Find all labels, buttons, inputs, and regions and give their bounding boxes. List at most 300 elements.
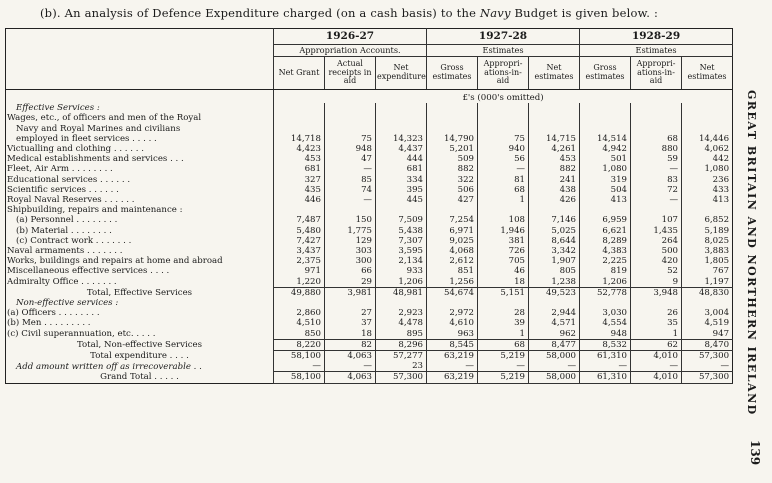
label-header bbox=[6, 29, 274, 90]
value-cell: 8,220 bbox=[274, 339, 325, 350]
value-cell: 1,946 bbox=[478, 226, 529, 236]
value-cell: 4,610 bbox=[427, 318, 478, 328]
value-cell: 4,571 bbox=[529, 318, 580, 328]
value-cell: 2,860 bbox=[274, 308, 325, 318]
row-label: (a) Personnel . . . . . . . . bbox=[16, 215, 118, 226]
table-body bbox=[6, 90, 733, 384]
value-cell: 66 bbox=[325, 266, 376, 276]
value-cell: 1,238 bbox=[529, 277, 580, 288]
value-cell: 4,063 bbox=[325, 351, 376, 362]
value-cell: 1,256 bbox=[427, 277, 478, 288]
value-cell: 446 bbox=[274, 195, 325, 205]
total-row bbox=[6, 339, 733, 350]
value-cell: — bbox=[325, 195, 376, 205]
value-cell bbox=[478, 124, 529, 134]
value-cell bbox=[325, 103, 376, 113]
value-cell: 5,151 bbox=[478, 287, 529, 298]
value-cell: 1,080 bbox=[580, 164, 631, 174]
value-cell: 14,715 bbox=[529, 134, 580, 144]
caption-text-before: An analysis of Defence Expenditure charged (on a cash basis) to the bbox=[64, 6, 477, 20]
value-cell: 882 bbox=[529, 164, 580, 174]
table-row bbox=[6, 103, 733, 113]
value-cell: 8,289 bbox=[580, 236, 631, 246]
table-row bbox=[6, 144, 733, 154]
value-cell bbox=[376, 124, 427, 134]
value-cell: 2,134 bbox=[376, 256, 427, 266]
table-row bbox=[6, 215, 733, 225]
value-cell bbox=[427, 298, 478, 308]
value-cell: 413 bbox=[580, 195, 631, 205]
value-cell: 445 bbox=[376, 195, 427, 205]
row-label: Total, Effective Services bbox=[86, 287, 193, 298]
row-label: Navy and Royal Marines and civilians bbox=[16, 123, 181, 134]
value-cell: 63,219 bbox=[427, 372, 478, 383]
value-cell: 1 bbox=[631, 329, 682, 340]
value-cell: 49,880 bbox=[274, 287, 325, 298]
value-cell: — bbox=[427, 361, 478, 372]
value-cell: 52,778 bbox=[580, 287, 631, 298]
table-row bbox=[6, 298, 733, 308]
value-cell: 14,718 bbox=[274, 134, 325, 144]
row-label: (b) Men . . . . . . . . . bbox=[7, 318, 91, 329]
value-cell: 6,852 bbox=[682, 215, 733, 225]
value-cell bbox=[376, 113, 427, 123]
value-cell bbox=[682, 103, 733, 113]
value-cell: 2,612 bbox=[427, 256, 478, 266]
value-cell: 6,621 bbox=[580, 226, 631, 236]
value-cell: 3,004 bbox=[682, 308, 733, 318]
column-header: Net estimates bbox=[682, 57, 733, 90]
value-cell bbox=[274, 124, 325, 134]
value-cell: 3,437 bbox=[274, 246, 325, 256]
value-cell: 4,010 bbox=[631, 372, 682, 383]
value-cell: 236 bbox=[682, 175, 733, 185]
value-cell: — bbox=[529, 361, 580, 372]
value-cell: 108 bbox=[478, 215, 529, 225]
value-cell: 420 bbox=[631, 256, 682, 266]
value-cell: 948 bbox=[325, 144, 376, 154]
table-row bbox=[6, 256, 733, 266]
value-cell: — bbox=[631, 164, 682, 174]
value-cell: — bbox=[274, 361, 325, 372]
row-label: Fleet, Air Arm . . . . . . . . bbox=[7, 164, 113, 175]
value-cell: 319 bbox=[580, 175, 631, 185]
value-cell: 962 bbox=[529, 329, 580, 340]
value-cell: — bbox=[478, 164, 529, 174]
value-cell: 6,959 bbox=[580, 215, 631, 225]
value-cell: — bbox=[631, 195, 682, 205]
value-cell: 61,310 bbox=[580, 372, 631, 383]
row-label: Miscellaneous effective services . . . . bbox=[7, 266, 170, 277]
value-cell: 8,477 bbox=[529, 339, 580, 350]
value-cell: 948 bbox=[580, 329, 631, 340]
value-cell bbox=[478, 298, 529, 308]
value-cell: 8,025 bbox=[682, 236, 733, 246]
value-cell: 681 bbox=[376, 164, 427, 174]
value-cell: 7,427 bbox=[274, 236, 325, 246]
value-cell bbox=[325, 205, 376, 215]
value-cell bbox=[427, 205, 478, 215]
row-label: Shipbuilding, repairs and maintenance : bbox=[7, 205, 183, 216]
value-cell: 3,030 bbox=[580, 308, 631, 318]
value-cell: 46 bbox=[478, 266, 529, 276]
value-cell: 1,435 bbox=[631, 226, 682, 236]
value-cell: 805 bbox=[529, 266, 580, 276]
value-cell bbox=[631, 298, 682, 308]
value-cell: 7,254 bbox=[427, 215, 478, 225]
value-cell: 129 bbox=[325, 236, 376, 246]
value-cell: 7,509 bbox=[376, 215, 427, 225]
row-label: Royal Naval Reserves . . . . . . bbox=[7, 195, 135, 206]
value-cell bbox=[376, 298, 427, 308]
value-cell: 39 bbox=[478, 318, 529, 328]
value-cell: 1 bbox=[478, 329, 529, 340]
value-cell: 435 bbox=[274, 185, 325, 195]
value-cell: 442 bbox=[682, 154, 733, 164]
value-cell: 819 bbox=[580, 266, 631, 276]
value-cell: 8,644 bbox=[529, 236, 580, 246]
value-cell: 1,080 bbox=[682, 164, 733, 174]
value-cell bbox=[529, 205, 580, 215]
column-header: Net expenditure bbox=[376, 57, 427, 90]
table-row bbox=[6, 308, 733, 318]
value-cell: 4,068 bbox=[427, 246, 478, 256]
value-cell: 4,519 bbox=[682, 318, 733, 328]
table-row bbox=[6, 154, 733, 164]
year-subheader: Estimates bbox=[580, 45, 733, 57]
value-cell: 85 bbox=[325, 175, 376, 185]
value-cell bbox=[631, 103, 682, 113]
value-cell: 52 bbox=[631, 266, 682, 276]
value-cell: 107 bbox=[631, 215, 682, 225]
value-cell: 1,197 bbox=[682, 277, 733, 288]
value-cell: — bbox=[631, 361, 682, 372]
column-header: Actual receipts in aid bbox=[325, 57, 376, 90]
table-row bbox=[6, 329, 733, 340]
value-cell: 947 bbox=[682, 329, 733, 340]
value-cell bbox=[274, 205, 325, 215]
value-cell bbox=[580, 113, 631, 123]
row-label: Scientific services . . . . . . bbox=[7, 184, 119, 195]
value-cell: 506 bbox=[427, 185, 478, 195]
row-label: Total expenditure . . . . bbox=[90, 351, 189, 362]
value-cell: 2,972 bbox=[427, 308, 478, 318]
value-cell: — bbox=[325, 361, 376, 372]
value-cell: 4,437 bbox=[376, 144, 427, 154]
value-cell bbox=[529, 298, 580, 308]
value-cell: 29 bbox=[325, 277, 376, 288]
value-cell: 895 bbox=[376, 329, 427, 340]
value-cell: 9,025 bbox=[427, 236, 478, 246]
row-label: Naval armaments . . . . . . . bbox=[7, 246, 123, 257]
value-cell bbox=[325, 298, 376, 308]
side-title: GREAT BRITAIN AND NORTHERN IRELAND bbox=[745, 90, 758, 416]
value-cell: 4,261 bbox=[529, 144, 580, 154]
value-cell: 444 bbox=[376, 154, 427, 164]
table-row bbox=[6, 266, 733, 276]
value-cell bbox=[580, 103, 631, 113]
value-cell: 241 bbox=[529, 175, 580, 185]
caption-marker: (b). bbox=[40, 6, 61, 20]
row-label: Admiralty Office . . . . . . . bbox=[7, 277, 117, 288]
units-label-cell bbox=[6, 90, 274, 104]
value-cell bbox=[427, 124, 478, 134]
value-cell: 5,025 bbox=[529, 226, 580, 236]
value-cell: 28 bbox=[478, 308, 529, 318]
value-cell: 8,470 bbox=[682, 339, 733, 350]
value-cell: 26 bbox=[631, 308, 682, 318]
value-cell: 58,000 bbox=[529, 351, 580, 362]
value-cell: 433 bbox=[682, 185, 733, 195]
table-row bbox=[6, 318, 733, 328]
value-cell: — bbox=[682, 361, 733, 372]
value-cell: 68 bbox=[478, 185, 529, 195]
value-cell bbox=[376, 205, 427, 215]
caption-text-after: Budget is given below. : bbox=[514, 6, 659, 20]
value-cell: 68 bbox=[631, 134, 682, 144]
value-cell: 7,487 bbox=[274, 215, 325, 225]
value-cell: 7,146 bbox=[529, 215, 580, 225]
value-cell: 14,514 bbox=[580, 134, 631, 144]
column-header: Appropri-ations-in-aid bbox=[478, 57, 529, 90]
expenditure-table bbox=[5, 28, 733, 384]
value-cell: 3,595 bbox=[376, 246, 427, 256]
value-cell: 74 bbox=[325, 185, 376, 195]
value-cell: 27 bbox=[325, 308, 376, 318]
year-header: 1927-28 bbox=[427, 29, 580, 45]
value-cell: 1,206 bbox=[580, 277, 631, 288]
value-cell: 58,100 bbox=[274, 351, 325, 362]
value-cell bbox=[427, 103, 478, 113]
value-cell: 504 bbox=[580, 185, 631, 195]
value-cell: 150 bbox=[325, 215, 376, 225]
page-number: 139 bbox=[748, 440, 762, 466]
caption-navy: Navy bbox=[479, 6, 511, 20]
value-cell: 3,981 bbox=[325, 287, 376, 298]
value-cell: 2,375 bbox=[274, 256, 325, 266]
value-cell: 57,300 bbox=[376, 372, 427, 383]
value-cell bbox=[529, 113, 580, 123]
value-cell bbox=[427, 113, 478, 123]
table-row bbox=[6, 236, 733, 246]
value-cell: 2,225 bbox=[580, 256, 631, 266]
table-row bbox=[6, 361, 733, 372]
value-cell: 303 bbox=[325, 246, 376, 256]
value-cell: 427 bbox=[427, 195, 478, 205]
value-cell bbox=[631, 124, 682, 134]
value-cell: 8,296 bbox=[376, 339, 427, 350]
value-cell: 726 bbox=[478, 246, 529, 256]
value-cell: 4,423 bbox=[274, 144, 325, 154]
value-cell: 334 bbox=[376, 175, 427, 185]
table-row bbox=[6, 134, 733, 144]
value-cell: 963 bbox=[427, 329, 478, 340]
value-cell: — bbox=[478, 361, 529, 372]
value-cell: 850 bbox=[274, 329, 325, 340]
units-note: £'s (000's omitted) bbox=[274, 90, 733, 104]
table-row bbox=[6, 277, 733, 288]
value-cell: 413 bbox=[682, 195, 733, 205]
value-cell: 705 bbox=[478, 256, 529, 266]
row-label: Total, Non-effective Services bbox=[76, 340, 203, 351]
column-header: Appropri-ations-in-aid bbox=[631, 57, 682, 90]
value-cell: 4,554 bbox=[580, 318, 631, 328]
column-header: Net Grant bbox=[274, 57, 325, 90]
value-cell: 438 bbox=[529, 185, 580, 195]
value-cell: 767 bbox=[682, 266, 733, 276]
value-cell bbox=[274, 298, 325, 308]
row-label: Medical establishments and services . . . bbox=[7, 154, 184, 165]
value-cell: 8,532 bbox=[580, 339, 631, 350]
value-cell: 58,100 bbox=[274, 372, 325, 383]
value-cell: 381 bbox=[478, 236, 529, 246]
value-cell: 58,000 bbox=[529, 372, 580, 383]
table-row bbox=[6, 195, 733, 205]
value-cell: 971 bbox=[274, 266, 325, 276]
value-cell: 37 bbox=[325, 318, 376, 328]
value-cell: 14,323 bbox=[376, 134, 427, 144]
value-cell: 72 bbox=[631, 185, 682, 195]
year-header: 1926-27 bbox=[274, 29, 427, 45]
row-label: Wages, etc., of officers and men of the Royal bbox=[7, 113, 202, 124]
table-row bbox=[6, 246, 733, 256]
value-cell: 4,062 bbox=[682, 144, 733, 154]
value-cell: 500 bbox=[631, 246, 682, 256]
value-cell: 1 bbox=[478, 195, 529, 205]
value-cell bbox=[631, 113, 682, 123]
value-cell: 57,300 bbox=[682, 351, 733, 362]
value-cell: 940 bbox=[478, 144, 529, 154]
value-cell: 82 bbox=[325, 339, 376, 350]
value-cell: 57,277 bbox=[376, 351, 427, 362]
value-cell: 882 bbox=[427, 164, 478, 174]
value-cell: 4,063 bbox=[325, 372, 376, 383]
value-cell: 57,300 bbox=[682, 372, 733, 383]
value-cell bbox=[682, 113, 733, 123]
value-cell: 3,883 bbox=[682, 246, 733, 256]
column-header: Gross estimates bbox=[580, 57, 631, 90]
row-label: Works, buildings and repairs at home and abroad bbox=[7, 256, 223, 267]
row-label: (b) Material . . . . . . . . bbox=[16, 225, 112, 236]
value-cell: 4,383 bbox=[580, 246, 631, 256]
value-cell: 322 bbox=[427, 175, 478, 185]
value-cell: 3,342 bbox=[529, 246, 580, 256]
value-cell bbox=[274, 113, 325, 123]
table-row bbox=[6, 113, 733, 123]
row-label: (c) Civil superannuation, etc. . . . . bbox=[7, 329, 156, 340]
value-cell: 14,790 bbox=[427, 134, 478, 144]
value-cell: 300 bbox=[325, 256, 376, 266]
value-cell bbox=[631, 205, 682, 215]
table-row bbox=[6, 226, 733, 236]
value-cell: 933 bbox=[376, 266, 427, 276]
row-label: employed in fleet services . . . . . bbox=[16, 133, 157, 144]
value-cell: 426 bbox=[529, 195, 580, 205]
value-cell: 35 bbox=[631, 318, 682, 328]
value-cell: 68 bbox=[478, 339, 529, 350]
table-caption bbox=[40, 6, 720, 20]
value-cell bbox=[682, 205, 733, 215]
column-header: Gross estimates bbox=[427, 57, 478, 90]
total-row bbox=[6, 372, 733, 383]
value-cell: 4,510 bbox=[274, 318, 325, 328]
value-cell: 2,923 bbox=[376, 308, 427, 318]
value-cell bbox=[478, 205, 529, 215]
year-subheader: Estimates bbox=[427, 45, 580, 57]
value-cell: 54,674 bbox=[427, 287, 478, 298]
value-cell: 880 bbox=[631, 144, 682, 154]
value-cell: 62 bbox=[631, 339, 682, 350]
value-cell bbox=[325, 113, 376, 123]
value-cell: 23 bbox=[376, 361, 427, 372]
value-cell: 75 bbox=[325, 134, 376, 144]
value-cell: 4,010 bbox=[631, 351, 682, 362]
value-cell: 75 bbox=[478, 134, 529, 144]
value-cell bbox=[274, 103, 325, 113]
value-cell: 5,189 bbox=[682, 226, 733, 236]
value-cell: 1,206 bbox=[376, 277, 427, 288]
value-cell: 61,310 bbox=[580, 351, 631, 362]
table-row bbox=[6, 124, 733, 134]
table-row bbox=[6, 185, 733, 195]
table-row bbox=[6, 164, 733, 174]
row-label: Effective Services : bbox=[16, 103, 100, 114]
value-cell: 3,948 bbox=[631, 287, 682, 298]
value-cell: 47 bbox=[325, 154, 376, 164]
row-label: (a) Officers . . . . . . . . bbox=[7, 308, 100, 319]
value-cell: 2,944 bbox=[529, 308, 580, 318]
table-row bbox=[6, 175, 733, 185]
year-subheader: Appropriation Accounts. bbox=[274, 45, 427, 57]
value-cell: 395 bbox=[376, 185, 427, 195]
value-cell: 327 bbox=[274, 175, 325, 185]
value-cell bbox=[580, 205, 631, 215]
row-label: Add amount written off as irrecoverable . . bbox=[16, 361, 202, 372]
value-cell: 5,480 bbox=[274, 226, 325, 236]
value-cell: 5,219 bbox=[478, 372, 529, 383]
value-cell: 59 bbox=[631, 154, 682, 164]
value-cell bbox=[325, 124, 376, 134]
value-cell: 851 bbox=[427, 266, 478, 276]
value-cell bbox=[478, 113, 529, 123]
value-cell: 83 bbox=[631, 175, 682, 185]
value-cell: — bbox=[580, 361, 631, 372]
total-row bbox=[6, 351, 733, 362]
value-cell bbox=[580, 124, 631, 134]
value-cell bbox=[529, 124, 580, 134]
value-cell: 9 bbox=[631, 277, 682, 288]
row-label: Educational services . . . . . . bbox=[7, 174, 131, 185]
value-cell: — bbox=[325, 164, 376, 174]
value-cell: 6,971 bbox=[427, 226, 478, 236]
value-cell: 14,446 bbox=[682, 134, 733, 144]
units-row bbox=[6, 90, 733, 104]
value-cell: 5,219 bbox=[478, 351, 529, 362]
column-header: Net estimates bbox=[529, 57, 580, 90]
value-cell: 1,220 bbox=[274, 277, 325, 288]
value-cell bbox=[529, 103, 580, 113]
value-cell: 1,805 bbox=[682, 256, 733, 266]
value-cell: 1,907 bbox=[529, 256, 580, 266]
value-cell: 501 bbox=[580, 154, 631, 164]
row-label: Victualling and clothing . . . . . . bbox=[7, 144, 144, 155]
total-row bbox=[6, 287, 733, 298]
row-label: Grand Total . . . . . bbox=[100, 372, 179, 383]
value-cell bbox=[478, 103, 529, 113]
value-cell: 4,942 bbox=[580, 144, 631, 154]
value-cell: 509 bbox=[427, 154, 478, 164]
value-cell: 81 bbox=[478, 175, 529, 185]
